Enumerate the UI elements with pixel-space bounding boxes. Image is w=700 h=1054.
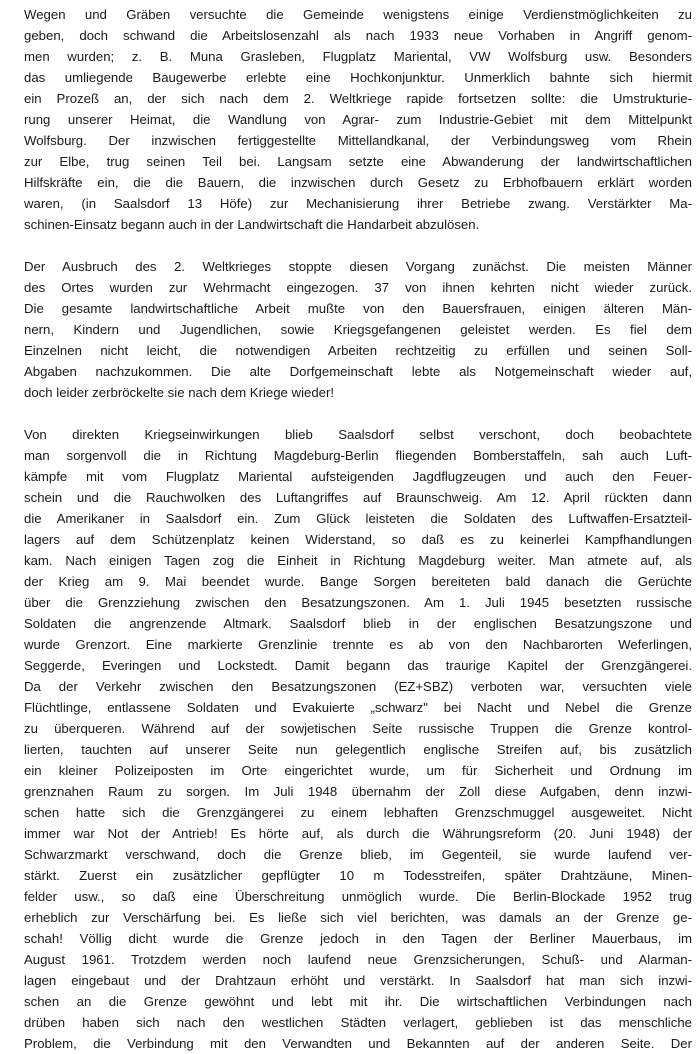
text-line: grenznahen Raum zu sorgen. Im Juli 1948 übernahm der Zoll diese Aufgaben, denn inzwi- [24, 784, 692, 799]
text-line: der Krieg am 9. Mai beendet wurde. Bange Sorgen bereiteten bald danach die Gerüchte [24, 574, 692, 589]
text-line: Hilfskräfte ein, die die Bauern, die inzwischen durch Gesetz zu Erbhofbauern erklärt worden [24, 175, 692, 190]
text-line: nern, Kindern und Jugendlichen, sowie Kriegsgefangenen geleistet werden. Es fiel dem [24, 322, 692, 337]
text-line: lierten, tauchten auf unserer Seite nun gelegentlich englische Streifen auf, bis zusätzlich [24, 742, 692, 757]
text-line: die Amerikaner in Saalsdorf ein. Zum Glück leisteten die Soldaten des Luftwaffen-Ersatzteil- [24, 511, 692, 526]
text-line: drüben haben sich nach den westlichen Städten verlagert, geblieben ist das menschliche [24, 1015, 692, 1030]
text-line: ein kleiner Polizeiposten im Orte eingerichtet wurde, um für Sicherheit und Ordnung im [24, 763, 692, 778]
text-line: Einzelnen nicht leicht, die notwendigen Arbeiten rechtzeitig zu erfüllen und seinen Soll- [24, 343, 692, 358]
text-line: doch leider zerbröckelte sie nach dem Kriege wieder! [24, 385, 335, 400]
text-line: über die Grenzziehung zwischen den Besatzungszonen. Am 1. Juli 1945 besetzten russische [24, 595, 692, 610]
text-line: immer war Not der Antrieb! Es hörte auf, als durch die Währungsreform (20. Juni 1948) der [24, 826, 692, 841]
text-line: schein und die Rauchwolken des Luftangriffes auf Braunschweig. Am 12. April rückten dann [24, 490, 692, 505]
text-line: felder usw., so daß eine Überschreitung unmöglich wurde. Die Berlin-Blockade 1952 trug [24, 889, 692, 904]
text-line: Problem, die Verbindung mit den Verwandten und Bekannten auf der anderen Seite. Der [24, 1036, 692, 1051]
text-line: geben, doch schwand die Arbeitslosenzahl als nach 1933 neue Vorhaben in Angriff genom- [24, 28, 692, 43]
text-line: rung unserer Heimat, die Wandlung von Agrar- zum Industrie-Gebiet mit dem Mittelpunkt [24, 112, 692, 127]
text-line: zu überqueren. Während auf der sowjetischen Seite russische Truppen die Grenze kontrol- [24, 721, 692, 736]
text-line: schah! Völlig dicht wurde die Grenze jedoch in den Tagen der Berliner Mauerbaus, im [24, 931, 692, 946]
text-line: ein Prozeß an, der sich nach dem 2. Weltkriege rapide fortsetzen sollte: die Umstrukturie- [24, 91, 692, 106]
text-line: Seggerde, Everingen und Lockstedt. Damit begann das traurige Kapitel der Grenzgängerei. [24, 658, 692, 673]
text-line: zur Elbe, trug seinen Teil bei. Langsam setzte eine Abwanderung der landwirtschaftlichen [24, 154, 692, 169]
text-line: waren, (in Saalsdorf 13 Höfe) zur Mechanisierung ihrer Betriebe zwang. Verstärkter Ma- [24, 196, 692, 211]
text-line: August 1961. Trotzdem werden noch laufend neue Grenzsicherungen, Schuß- und Alarman- [24, 952, 692, 967]
text-line: kämpfe mit vom Flugplatz Mariental aufsteigenden Jagdflugzeugen und auch den Feuer- [24, 469, 692, 484]
text-line: schinen-Einsatz begann auch in der Landwirtschaft die Handarbeit abzulösen. [24, 217, 480, 232]
text-line: Schwarzmarkt verschwand, doch die Grenze blieb, im Gegenteil, sie wurde laufend ver- [24, 847, 692, 862]
text-line: Da der Verkehr zwischen den Besatzungszonen (EZ+SBZ) verboten war, versuchten viele [24, 679, 692, 694]
text-line: lagen eingebaut und der Drahtzaun erhöht und verstärkt. In Saalsdorf hat man sich inzwi- [24, 973, 692, 988]
paragraph-1 [24, 4, 692, 235]
text-line: schen hatte sich die Grenzgängerei zu einem lebhaften Grenzschmuggel ausgeweitet. Nicht [24, 805, 692, 820]
text-line: das umliegende Baugewerbe erlebte eine Hochkonjunktur. Unmerklich bahnte sich hiermit [24, 70, 692, 85]
text-line: stärkt. Zuerst ein zusätzlicher gepflügter 10 m Todesstreifen, später Drahtzäune, Minen- [24, 868, 692, 883]
paragraph-3 [24, 424, 692, 1054]
text-line: Flüchtlinge, entlassene Soldaten und Evakuierte „schwarz" bei Nacht und Nebel die Grenze [24, 700, 692, 715]
text-line: Soldaten die angrenzende Altmark. Saalsdorf blieb in der englischen Besatzungszone und [24, 616, 692, 631]
text-line: wurde Grenzort. Eine markierte Grenzlinie trennte es ab von den Nachbarorten Weferlingen, [24, 637, 692, 652]
text-line: lagers auf dem Schützenplatz keinen Widerstand, so daß es zu keinerlei Kampfhandlungen [24, 532, 692, 547]
text-line: Von direkten Kriegseinwirkungen blieb Saalsdorf selbst verschont, doch beobachtete [24, 427, 692, 442]
text-line: kam. Nach einigen Tagen zog die Einheit in Richtung Magdeburg weiter. Man atmete auf, als [24, 553, 692, 568]
text-line: erheblich zur Verschärfung bei. Es ließe sich viel berichten, was damals an der Grenze ge- [24, 910, 692, 925]
text-line: Wegen und Gräben versuchte die Gemeinde wenigstens einige Verdienstmöglichkeiten zu [24, 7, 692, 22]
text-line: des Ortes wurden zur Wehrmacht eingezogen. 37 von ihnen kehrten nicht wieder zurück. [24, 280, 692, 295]
text-line: man sorgenvoll die in Richtung Magdeburg-Berlin fliegenden Bomberstaffeln, sah auch Luft- [24, 448, 692, 463]
text-line: Der Ausbruch des 2. Weltkrieges stoppte diesen Vorgang zunächst. Die meisten Männer [24, 259, 692, 274]
text-line: Wolfsburg. Der inzwischen fertiggestellte Mittellandkanal, der Verbindungsweg vom Rhein [24, 133, 692, 148]
paragraph-2 [24, 256, 692, 403]
text-line: men wurden; z. B. Muna Grasleben, Flugplatz Mariental, VW Wolfsburg usw. Besonders [24, 49, 692, 64]
text-line: Abgaben nachzukommen. Die alte Dorfgemeinschaft lebte als Notgemeinschaft wieder auf, [24, 364, 692, 379]
text-line: Die gesamte landwirtschaftliche Arbeit mußte von den Bauersfrauen, einigen älteren Män- [24, 301, 692, 316]
text-line: schen an die Grenze gewöhnt und lebt mit ihr. Die wirtschaftlichen Verbindungen nach [24, 994, 692, 1009]
